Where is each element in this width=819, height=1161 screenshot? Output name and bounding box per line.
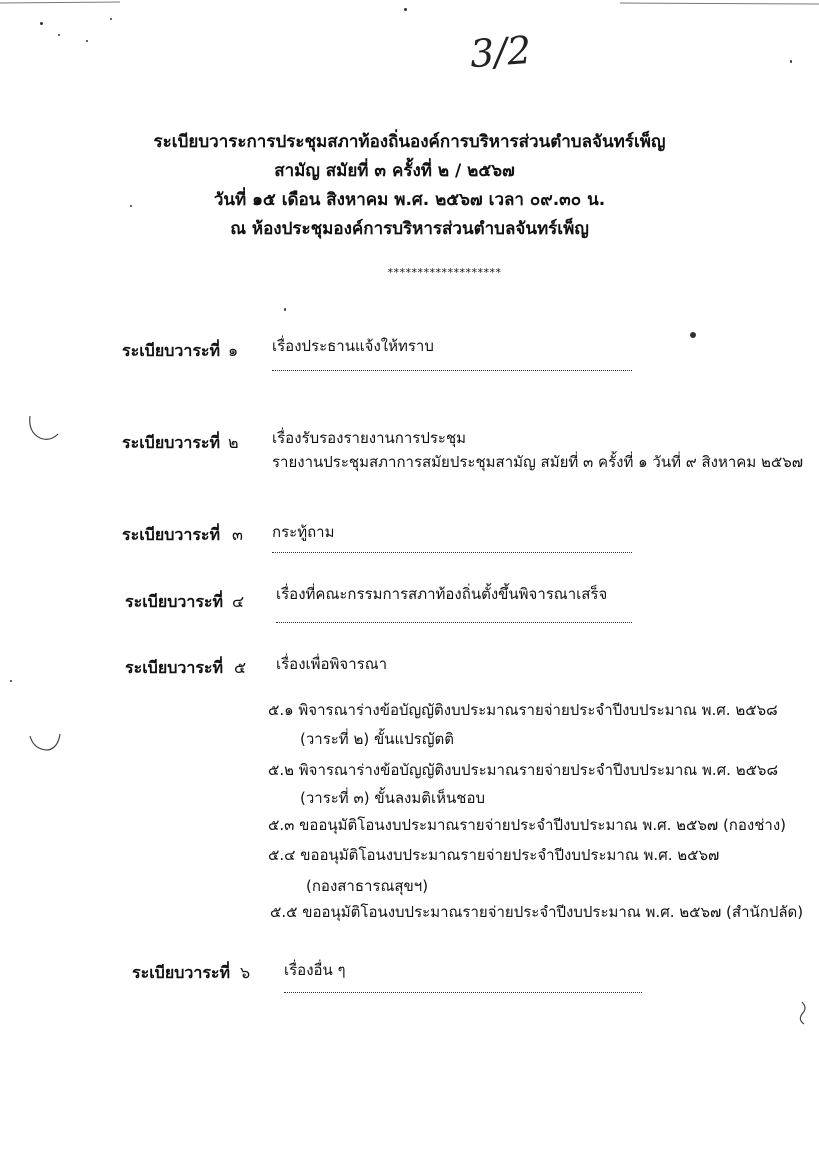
agenda-title: เรื่องรับรองรายงานการประชุม [272, 429, 467, 447]
agenda-number: ๖ [240, 963, 251, 982]
fill-in-line [284, 992, 642, 993]
title-line-3: วันที่ ๑๕ เดือน สิงหาคม พ.ศ. ๒๕๖๗ เวลา ๐๙.๓๐ น. [213, 190, 606, 210]
agenda-number: ๑ [228, 341, 239, 360]
fill-in-line [272, 552, 632, 553]
agenda-title: เรื่องประธานแจ้งให้ทราบ [272, 337, 434, 355]
agenda-label: ระเบียบวาระที่ [122, 433, 221, 452]
sub-item-5-4: ๕.๔ ขออนุมัติโอนงบประมาณรายจ่ายประจำปีงบประมาณ พ.ศ. ๒๕๖๗ [268, 846, 720, 864]
fill-in-line [276, 622, 632, 623]
sub-item-5-1: ๕.๑ พิจารณาร่างข้อบัญญัติงบประมาณรายจ่ายประจำปีงบประมาณ พ.ศ. ๒๕๖๘ [268, 701, 778, 719]
agenda-label: ระเบียบวาระที่ [122, 341, 221, 360]
sub-item-5-2: ๕.๒ พิจารณาร่างข้อบัญญัติงบประมาณรายจ่ายประจำปีงบประมาณ พ.ศ. ๒๕๖๘ [268, 761, 779, 779]
agenda-number: ๒ [228, 433, 239, 452]
agenda-title: เรื่องอื่น ๆ [284, 961, 346, 979]
agenda-label: ระเบียบวาระที่ [122, 525, 221, 544]
agenda-title: เรื่องที่คณะกรรมการสภาท้องถิ่นตั้งขึ้นพิจารณาเสร็จ [276, 585, 608, 603]
agenda-title: เรื่องเพื่อพิจารณา [276, 655, 388, 673]
agenda-number: ๓ [232, 525, 243, 544]
title-line-4: ณ ห้องประชุมองค์การบริหารส่วนตำบลจันทร์เพ็ญ [230, 219, 589, 239]
agenda-label: ระเบียบวาระที่ [132, 963, 231, 982]
title-separator: ******************* [387, 266, 502, 279]
agenda-detail: รายงานประชุมสภาการสมัยประชุมสามัญ สมัยที่ ๓ ครั้งที่ ๑ วันที่ ๙ สิงหาคม ๒๕๖๗ [272, 453, 804, 471]
sub-item-5-2-note: (วาระที่ ๓) ขั้นลงมติเห็นชอบ [300, 789, 485, 807]
sub-item-5-5: ๕.๕ ขออนุมัติโอนงบประมาณรายจ่ายประจำปีงบประมาณ พ.ศ. ๒๕๖๗ (สำนักปลัด) [270, 903, 804, 921]
fill-in-line [272, 370, 632, 371]
title-line-2: สามัญ สมัยที่ ๓ ครั้งที่ ๒ / ๒๕๖๗ [274, 161, 515, 181]
sub-item-5-1-note: (วาระที่ ๒) ขั้นแปรญัตติ [300, 730, 454, 748]
agenda-label: ระเบียบวาระที่ [125, 658, 224, 677]
title-line-1: ระเบียบวาระการประชุมสภาท้องถิ่นองค์การบริหารส่วนตำบลจันทร์เพ็ญ [153, 132, 666, 152]
agenda-title: กระทู้ถาม [272, 523, 335, 541]
sub-item-5-4-note: (กองสาธารณสุขฯ) [306, 877, 429, 895]
sub-item-5-3: ๕.๓ ขออนุมัติโอนงบประมาณรายจ่ายประจำปีงบประมาณ พ.ศ. ๒๕๖๗ (กองช่าง) [268, 816, 787, 834]
page-number: 3/2 [468, 27, 533, 77]
agenda-number: ๕ [234, 658, 247, 677]
agenda-number: ๔ [232, 592, 245, 611]
agenda-label: ระเบียบวาระที่ [125, 592, 224, 611]
